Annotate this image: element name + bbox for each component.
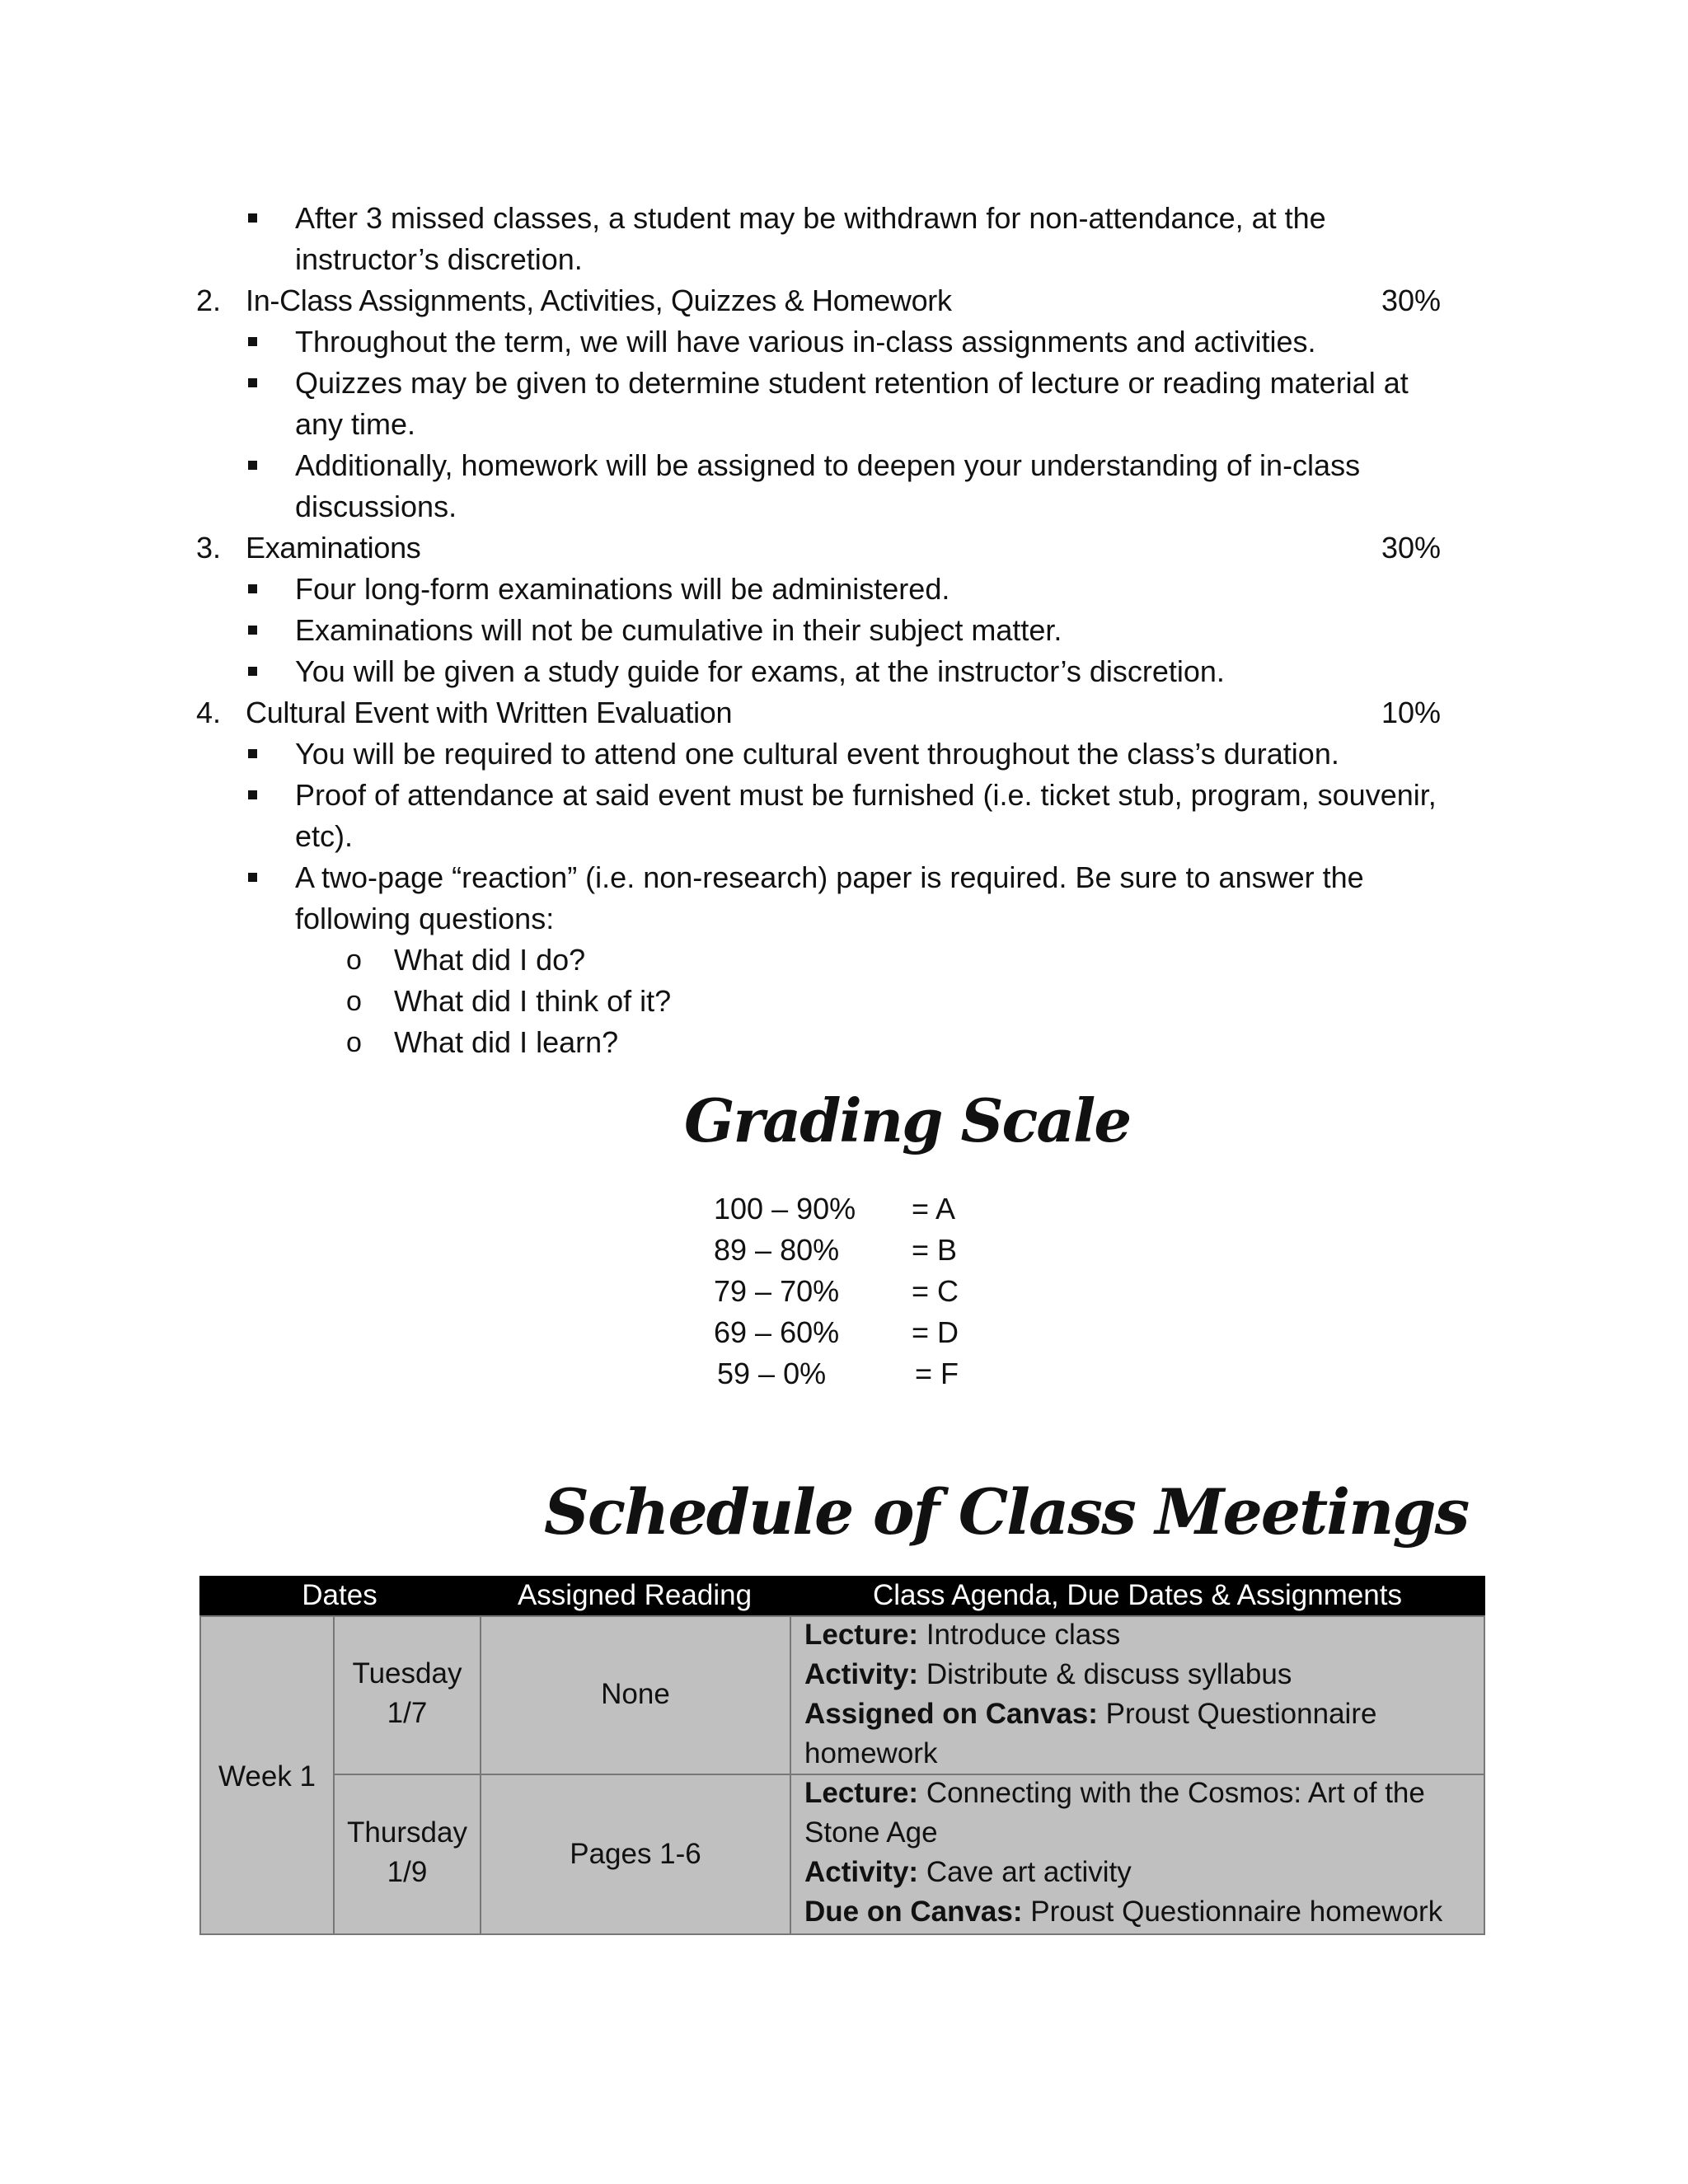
section-weight: 30%	[1381, 531, 1442, 565]
agenda-line	[804, 1853, 1132, 1892]
bullet-marker	[248, 337, 257, 346]
reading-text: None	[601, 1678, 670, 1710]
agenda-text: Proust Questionnaire homework	[1022, 1896, 1443, 1928]
grade-range: 79 – 70%	[714, 1274, 840, 1308]
agenda-text: Connecting with the Cosmos: Art of the	[918, 1777, 1425, 1809]
bullet-text: Additionally, homework will be assigned to deepen your understanding of in-class	[295, 448, 1361, 482]
agenda-line	[804, 1655, 1292, 1694]
agenda-label: Assigned on Canvas:	[804, 1698, 1098, 1730]
grade-letter: = D	[912, 1315, 959, 1349]
bullet-text: After 3 missed classes, a student may be withdrawn for non-attendance, at the	[295, 201, 1326, 235]
grade-range: 69 – 60%	[714, 1315, 840, 1349]
agenda-line	[804, 1694, 1376, 1734]
bullet-text: any time.	[295, 407, 416, 441]
bullet-marker	[248, 461, 257, 470]
bullet-marker	[248, 626, 257, 635]
bullet-text: discussions.	[295, 490, 457, 523]
grade-range: 59 – 0%	[717, 1357, 827, 1390]
agenda-label: Lecture:	[804, 1777, 919, 1809]
header-reading: Assigned Reading	[517, 1579, 753, 1611]
table-header	[199, 1576, 1485, 1615]
day-label: Thursday	[347, 1816, 467, 1849]
grade-range: 100 – 90%	[714, 1192, 856, 1226]
section-number: 2.	[196, 284, 222, 317]
bullet-text: Proof of attendance at said event must be furnished (i.e. ticket stub, program, souvenir,	[295, 778, 1437, 812]
sub-bullet-text: What did I do?	[394, 943, 586, 977]
sub-bullet-marker: o	[346, 1027, 362, 1058]
sub-bullet-text: What did I learn?	[394, 1025, 619, 1059]
agenda-label: Lecture:	[804, 1619, 919, 1651]
date-label: 1/9	[387, 1856, 428, 1888]
section-weight: 30%	[1381, 284, 1442, 317]
bullet-text: following questions:	[295, 902, 555, 935]
grade-letter: = C	[912, 1274, 959, 1308]
bullet-marker	[248, 873, 257, 882]
bullet-text: You will be given a study guide for exams, at the instructor’s discretion.	[295, 654, 1225, 688]
bullet-text: A two-page “reaction” (i.e. non-research) paper is required. Be sure to answer the	[295, 860, 1364, 894]
header-agenda: Class Agenda, Due Dates & Assignments	[872, 1579, 1402, 1611]
schedule-title: Schedule of Class Meetings	[544, 1475, 1469, 1549]
agenda-cell	[790, 1774, 1485, 1935]
agenda-label: Due on Canvas:	[804, 1896, 1023, 1928]
section-number: 4.	[196, 696, 222, 729]
reading-text: Pages 1-6	[570, 1838, 701, 1870]
sub-bullet-marker: o	[346, 944, 362, 976]
agenda-text: Distribute & discuss syllabus	[918, 1658, 1292, 1690]
agenda-line	[804, 1734, 937, 1774]
grade-letter: = F	[915, 1357, 959, 1390]
agenda-line	[804, 1813, 938, 1853]
grading-scale-title: Grading Scale	[684, 1085, 1131, 1155]
day-cell	[333, 1615, 481, 1775]
section-weight: 10%	[1381, 696, 1442, 729]
bullet-text: Throughout the term, we will have various in-class assignments and activities.	[295, 325, 1316, 359]
bullet-marker	[248, 378, 257, 387]
bullet-text: Four long-form examinations will be administered.	[295, 572, 950, 606]
grade-letter: = B	[912, 1233, 958, 1267]
agenda-line	[804, 1615, 1120, 1655]
bullet-text: Examinations will not be cumulative in their subject matter.	[295, 613, 1062, 647]
agenda-text: Introduce class	[918, 1619, 1121, 1651]
agenda-text: Stone Age	[804, 1816, 938, 1849]
week-cell	[199, 1615, 335, 1935]
section-title: Cultural Event with Written Evaluation	[246, 696, 733, 729]
agenda-text: homework	[804, 1737, 938, 1769]
bullet-text: instructor’s discretion.	[295, 242, 583, 276]
reading-cell	[480, 1615, 791, 1775]
schedule-table	[199, 1576, 1485, 1935]
section-title: Examinations	[246, 531, 421, 565]
section-number: 3.	[196, 531, 222, 565]
agenda-label: Activity:	[804, 1658, 919, 1690]
sub-bullet-text: What did I think of it?	[394, 984, 672, 1018]
date-label: 1/7	[387, 1697, 428, 1729]
agenda-label: Activity:	[804, 1856, 919, 1888]
bullet-marker	[248, 790, 257, 799]
header-dates: Dates	[302, 1579, 377, 1611]
agenda-line	[804, 1892, 1442, 1932]
day-label: Tuesday	[352, 1657, 462, 1690]
grade-range: 89 – 80%	[714, 1233, 840, 1267]
agenda-cell	[790, 1615, 1485, 1775]
grade-letter: = A	[912, 1192, 956, 1226]
sub-bullet-marker: o	[346, 986, 362, 1017]
bullet-marker	[248, 749, 257, 758]
day-cell	[333, 1774, 481, 1935]
bullet-text: etc).	[295, 819, 354, 853]
bullet-text: Quizzes may be given to determine student retention of lecture or reading material at	[295, 366, 1409, 400]
bullet-marker	[248, 584, 257, 593]
agenda-text: Proust Questionnaire	[1097, 1698, 1377, 1730]
agenda-line	[804, 1774, 1425, 1813]
bullet-marker	[248, 667, 257, 676]
reading-cell	[480, 1774, 791, 1935]
week-label: Week 1	[218, 1760, 316, 1793]
agenda-text: Cave art activity	[918, 1856, 1132, 1888]
bullet-text: You will be required to attend one cultural event throughout the class’s duration.	[295, 737, 1339, 771]
section-title: In-Class Assignments, Activities, Quizzes & Homework	[246, 284, 952, 317]
bullet-marker	[248, 213, 257, 223]
